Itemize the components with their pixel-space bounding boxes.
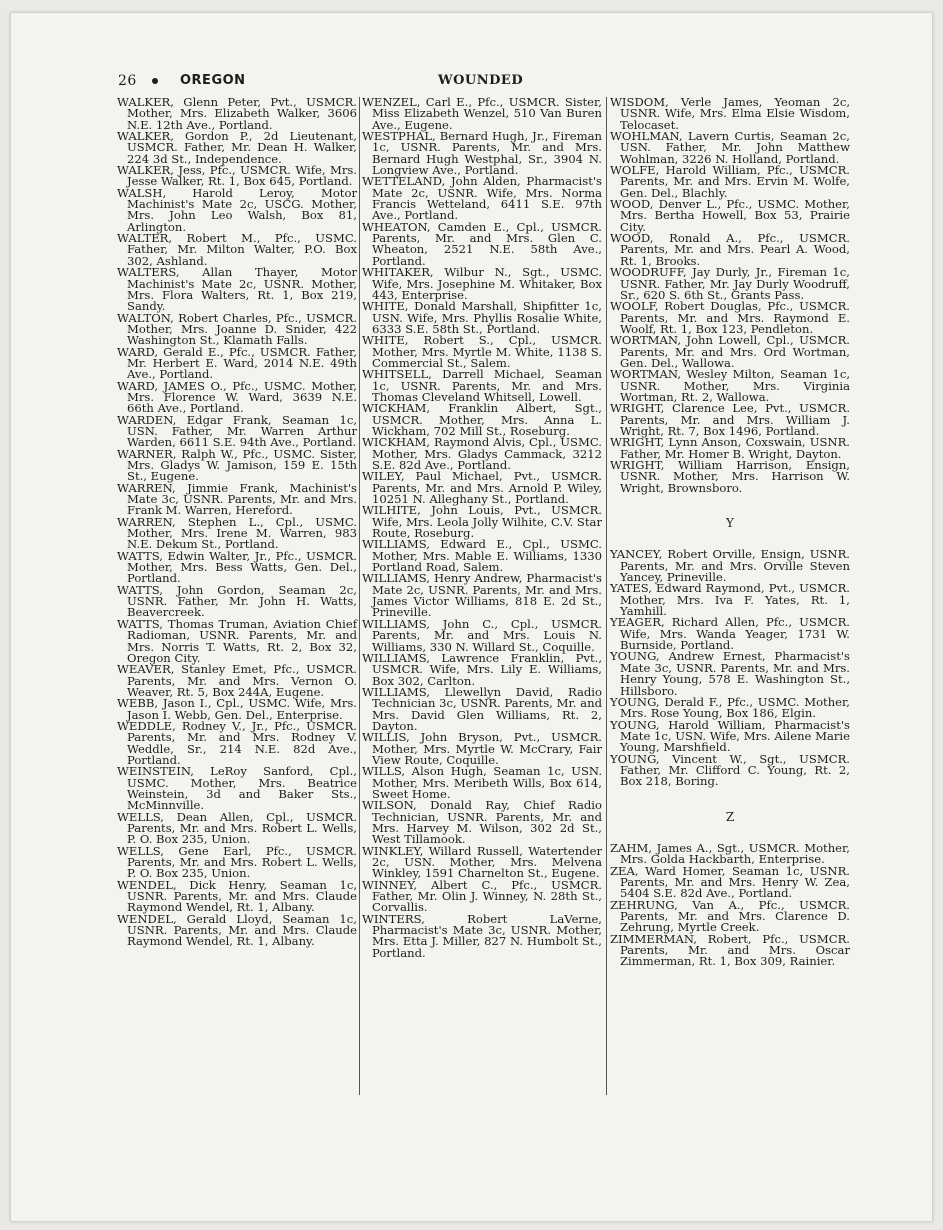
list-item: WENDEL, Dick Henry, Seaman 1c, USNR. Parents, Mr. and Mrs. Claude Raymond Wendel, Rt. 1, Albany.: [117, 877, 357, 915]
list-item: WENDEL, Gerald Lloyd, Seaman 1c, USNR. Parents, Mr. and Mrs. Claude Raymond Wendel, Rt. 1, Albany.: [117, 911, 357, 949]
list-item: WARREN, Jimmie Frank, Machinist's Mate 3c, USNR. Parents, Mr. and Mrs. Frank M. Warren, Hereford.: [117, 480, 357, 518]
list-item: WARREN, Stephen L., Cpl., USMC. Mother, Mrs. Irene M. Warren, 983 N.E. Dekum St., Portland.: [117, 514, 357, 552]
page-number: 26: [118, 73, 137, 89]
list-item: WILLIAMS, Lawrence Franklin, Pvt., USMCR. Wife, Mrs. Lily E. Williams, Box 302, Carlton.: [362, 650, 602, 688]
list-item: WHITSELL, Darrell Michael, Seaman 1c, USNR. Parents, Mr. and Mrs. Thomas Cleveland Whitsell, Lowell.: [362, 367, 602, 404]
list-item: YEAGER, Richard Allen, Pfc., USMCR. Wife, Mrs. Wanda Yeager, 1731 W. Burnside, Portland.: [610, 615, 850, 653]
section-title: WOUNDED: [438, 73, 524, 88]
list-item: WARD, Gerald E., Pfc., USMCR. Father, Mr. Herbert E. Ward, 2014 N.E. 49th Ave., Portland.: [117, 344, 357, 382]
list-item: WILEY, Paul Michael, Pvt., USMCR. Parents, Mr. and Mrs. Arnold P. Wiley, 10251 N. Alleghany St., Portland.: [362, 469, 602, 507]
list-item: YOUNG, Vincent W., Sgt., USMCR. Father, Mr. Clifford C. Young, Rt. 2, Box 218, Boring.: [610, 751, 850, 789]
list-item: YOUNG, Harold William, Pharmacist's Mate 1c, USN. Wife, Mrs. Ailene Marie Young, Marshfield.: [610, 717, 850, 755]
list-item: WESTPHAL, Bernard Hugh, Jr., Fireman 1c, USNR. Parents, Mr. and Mrs. Bernard Hugh Westphal, Sr., 3904 N. Longview Ave., Portland.: [362, 129, 602, 178]
list-item: WARNER, Ralph W., Pfc., USMC. Sister, Mrs. Gladys W. Jamison, 159 E. 15th St., Eugene.: [117, 446, 357, 484]
column-divider: [606, 97, 607, 1095]
column-divider: [359, 97, 360, 1095]
list-item: WRIGHT, Lynn Anson, Coxswain, USNR. Father, Mr. Homer B. Wright, Dayton.: [610, 435, 850, 461]
column-3: [610, 97, 850, 968]
list-item: WILLIAMS, Edward E., Cpl., USMC. Mother, Mrs. Mable E. Williams, 1330 Portland Road, Salem.: [362, 537, 602, 575]
list-item: WORTMAN, John Lowell, Cpl., USMCR. Parents, Mr. and Mrs. Ord Wortman, Gen. Del., Wallowa.: [610, 333, 850, 370]
list-item: WHITE, Donald Marshall, Shipfitter 1c, USN. Wife, Mrs. Phyllis Rosalie White, 6333 S.E. 58th St., Portland.: [362, 299, 602, 336]
state-title: OREGON: [180, 73, 246, 88]
bullet-icon: [152, 78, 158, 84]
list-item: WATTS, Thomas Truman, Aviation Chief Radioman, USNR. Parents, Mr. and Mrs. Norris T. Watts, Rt. 2, Box 32, Oregon City.: [117, 616, 357, 665]
list-item: WALTER, Robert M., Pfc., USMC. Father, Mr. Milton Walter, P.O. Box 302, Ashland.: [117, 231, 357, 268]
list-item: WINTERS, Robert LaVerne, Pharmacist's Mate 3c, USNR. Mother, Mrs. Etta J. Miller, 827 N. Humbolt St., Portland.: [362, 911, 602, 960]
list-item: WICKHAM, Raymond Alvis, Cpl., USMC. Mother, Mrs. Gladys Cammack, 3212 S.E. 82d Ave., Portland.: [362, 435, 602, 472]
list-item: WATTS, John Gordon, Seaman 2c, USNR. Father, Mr. John H. Watts, Beavercreek.: [117, 582, 357, 620]
list-item: ZEHRUNG, Van A., Pfc., USMCR. Parents, Mr. and Mrs. Clarence D. Zehrung, Myrtle Creek.: [610, 897, 850, 935]
list-item: WENZEL, Carl E., Pfc., USMCR. Sister, Miss Elizabeth Wenzel, 510 Van Buren Ave., Eugene.: [362, 95, 602, 132]
list-item: YOUNG, Derald F., Pfc., USMC. Mother, Mrs. Rose Young, Box 186, Elgin.: [610, 694, 850, 721]
list-item: WRIGHT, Clarence Lee, Pvt., USMCR. Parents, Mr. and Mrs. William J. Wright, Rt. 7, Box 1496, Portland.: [610, 401, 850, 438]
list-item: WHITE, Robert S., Cpl., USMCR. Mother, Mrs. Myrtle M. White, 1138 S. Commercial St., Salem.: [362, 333, 602, 370]
list-item: WISDOM, Verle James, Yeoman 2c, USNR. Wife, Mrs. Elma Elsie Wisdom, Telocaset.: [610, 95, 850, 132]
list-item: WELLS, Gene Earl, Pfc., USMCR. Parents, Mr. and Mrs. Robert L. Wells, P. O. Box 235, Union.: [117, 843, 357, 881]
section-letter-z: Z: [725, 809, 735, 824]
list-item: WOOLF, Robert Douglas, Pfc., USMCR. Parents, Mr. and Mrs. Raymond E. Woolf, Rt. 1, Box 123, Pendleton.: [610, 299, 850, 336]
list-item: WILLIAMS, John C., Cpl., USMCR. Parents, Mr. and Mrs. Louis N. Williams, 330 N. Willard St., Coquille.: [362, 616, 602, 654]
list-item: WALTON, Robert Charles, Pfc., USMCR. Mother, Mrs. Joanne D. Snider, 422 Washington St., Klamath Falls.: [117, 310, 357, 348]
list-item: WORTMAN, Wesley Milton, Seaman 1c, USNR. Mother, Mrs. Virginia Wortman, Rt. 2, Wallowa.: [610, 367, 850, 404]
list-item: WILHITE, John Louis, Pvt., USMCR. Wife, Mrs. Leola Jolly Wilhite, C.V. Star Route, Roseburg.: [362, 503, 602, 541]
list-item: WEINSTEIN, LeRoy Sanford, Cpl., USMC. Mother, Mrs. Beatrice Weinstein, 3d and Baker Sts., McMinnville.: [117, 764, 357, 813]
section-letter-y: Y: [726, 516, 734, 531]
list-item: WETTELAND, John Alden, Pharmacist's Mate 2c, USNR. Wife, Mrs. Norma Francis Wetteland, 6411 S.E. 97th Ave., Portland.: [362, 174, 602, 223]
list-item: WILLIS, John Bryson, Pvt., USMCR. Mother, Mrs. Myrtle W. McCrary, Fair View Route, Coquille.: [362, 730, 602, 767]
list-item: WOOD, Denver L., Pfc., USMC. Mother, Mrs. Bertha Howell, Box 53, Prairie City.: [610, 197, 850, 234]
list-item: WEAVER, Stanley Emet, Pfc., USMCR. Parents, Mr. and Mrs. Vernon O. Weaver, Rt. 5, Box 244A, Eugene.: [117, 662, 357, 699]
list-item: WOODRUFF, Jay Durly, Jr., Fireman 1c, USNR. Father, Mr. Jay Durly Woodruff, Sr., 620 S. 6th St., Grants Pass.: [610, 265, 850, 302]
list-item: WHEATON, Camden E., Cpl., USMCR. Parents, Mr. and Mrs. Glen C. Wheaton, 2521 N.E. 58th Ave., Portland.: [362, 219, 602, 268]
list-item: WALKER, Gordon P., 2d Lieutenant, USMCR. Father, Mr. Dean H. Walker, 224 3d St., Independence.: [117, 129, 357, 166]
list-item: WILSON, Donald Ray, Chief Radio Technician, USNR. Parents, Mr. and Mrs. Harvey M. Wilson, 302 2d St., West Tillamook.: [362, 798, 602, 847]
list-item: YANCEY, Robert Orville, Ensign, USNR. Parents, Mr. and Mrs. Orville Steven Yancey, Prineville.: [610, 547, 850, 585]
column-2: [362, 97, 602, 959]
list-item: WALKER, Jess, Pfc., USMCR. Wife, Mrs. Jesse Walker, Rt. 1, Box 645, Portland.: [117, 163, 357, 189]
list-item: WILLIAMS, Henry Andrew, Pharmacist's Mate 2c, USNR. Parents, Mr. and Mrs. James Victor Williams, 818 E. 2d St., Prineville.: [362, 571, 602, 620]
list-item: WRIGHT, William Harrison, Ensign, USNR. Mother, Mrs. Harrison W. Wright, Brownsboro.: [610, 458, 850, 495]
list-item: YATES, Edward Raymond, Pvt., USMCR. Mother, Mrs. Iva F. Yates, Rt. 1, Yamhill.: [610, 581, 850, 619]
list-item: WALSH, Harold Leroy, Motor Machinist's Mate 2c, USCG. Mother, Mrs. John Leo Walsh, Box 81, Arlington.: [117, 185, 357, 234]
list-item: WILLS, Alson Hugh, Seaman 1c, USN. Mother, Mrs. Meribeth Wills, Box 614, Sweet Home.: [362, 764, 602, 801]
list-item: WILLIAMS, Llewellyn David, Radio Technician 3c, USNR. Parents, Mr. and Mrs. David Glen Williams, Rt. 2, Dayton.: [362, 684, 602, 733]
column-1: [117, 97, 357, 948]
list-item: WINNEY, Albert C., Pfc., USMCR. Father, Mr. Olin J. Winney, N. 28th St., Corvallis.: [362, 877, 602, 915]
list-item: ZEA, Ward Homer, Seaman 1c, USNR. Parents, Mr. and Mrs. Henry W. Zea, 5404 S.E. 82d Ave., Portland.: [610, 863, 850, 901]
list-item: WEBB, Jason I., Cpl., USMC. Wife, Mrs. Jason I. Webb, Gen. Del., Enterprise.: [117, 696, 357, 722]
list-item: WOHLMAN, Lavern Curtis, Seaman 2c, USN. Father, Mr. John Matthew Wohlman, 3226 N. Holland, Portland.: [610, 129, 850, 166]
page-header: [118, 73, 844, 91]
list-item: ZAHM, James A., Sgt., USMCR. Mother, Mrs. Golda Hackbarth, Enterprise.: [610, 840, 850, 867]
list-item: WICKHAM, Franklin Albert, Sgt., USMCR. Mother, Mrs. Anna L. Wickham, 702 Mill St., Roseburg.: [362, 401, 602, 438]
list-item: YOUNG, Andrew Ernest, Pharmacist's Mate 3c, USNR. Parents, Mr. and Mrs. Henry Young, 578 E. Washington St., Hillsboro.: [610, 649, 850, 698]
list-item: WALKER, Glenn Peter, Pvt., USMCR. Mother, Mrs. Elizabeth Walker, 3606 N.E. 12th Ave., Portland.: [117, 95, 357, 132]
list-item: WINKLEY, Willard Russell, Watertender 2c, USN. Mother, Mrs. Melvena Winkley, 1591 Charnelton St., Eugene.: [362, 843, 602, 881]
list-item: WARDEN, Edgar Frank, Seaman 1c, USN. Father, Mr. Warren Arthur Warden, 6611 S.E. 94th Ave., Portland.: [117, 412, 357, 450]
list-item: WEDDLE, Rodney V., Jr., Pfc., USMCR. Parents, Mr. and Mrs. Rodney V. Weddle, Sr., 214 N.E. 82d Ave., Portland.: [117, 718, 357, 767]
list-item: WELLS, Dean Allen, Cpl., USMCR. Parents, Mr. and Mrs. Robert L. Wells, P. O. Box 235, Union.: [117, 809, 357, 847]
list-item: WOLFE, Harold William, Pfc., USMCR. Parents, Mr. and Mrs. Ervin M. Wolfe, Gen. Del., Blachly.: [610, 163, 850, 200]
list-item: ZIMMERMAN, Robert, Pfc., USMCR. Parents, Mr. and Mrs. Oscar Zimmerman, Rt. 1, Box 309, Rainier.: [610, 931, 850, 969]
list-item: WOOD, Ronald A., Pfc., USMCR. Parents, Mr. and Mrs. Pearl A. Wood, Rt. 1, Brooks.: [610, 231, 850, 268]
list-item: WALTERS, Allan Thayer, Motor Machinist's Mate 2c, USNR. Mother, Mrs. Flora Walters, Rt. 1, Box 219, Sandy.: [117, 265, 357, 314]
list-item: WHITAKER, Wilbur N., Sgt., USMC. Wife, Mrs. Josephine M. Whitaker, Box 443, Enterprise.: [362, 265, 602, 302]
list-item: WARD, JAMES O., Pfc., USMC. Mother, Mrs. Florence W. Ward, 3639 N.E. 66th Ave., Portland.: [117, 378, 357, 416]
list-item: WATTS, Edwin Walter, Jr., Pfc., USMCR. Mother, Mrs. Bess Watts, Gen. Del., Portland.: [117, 548, 357, 586]
